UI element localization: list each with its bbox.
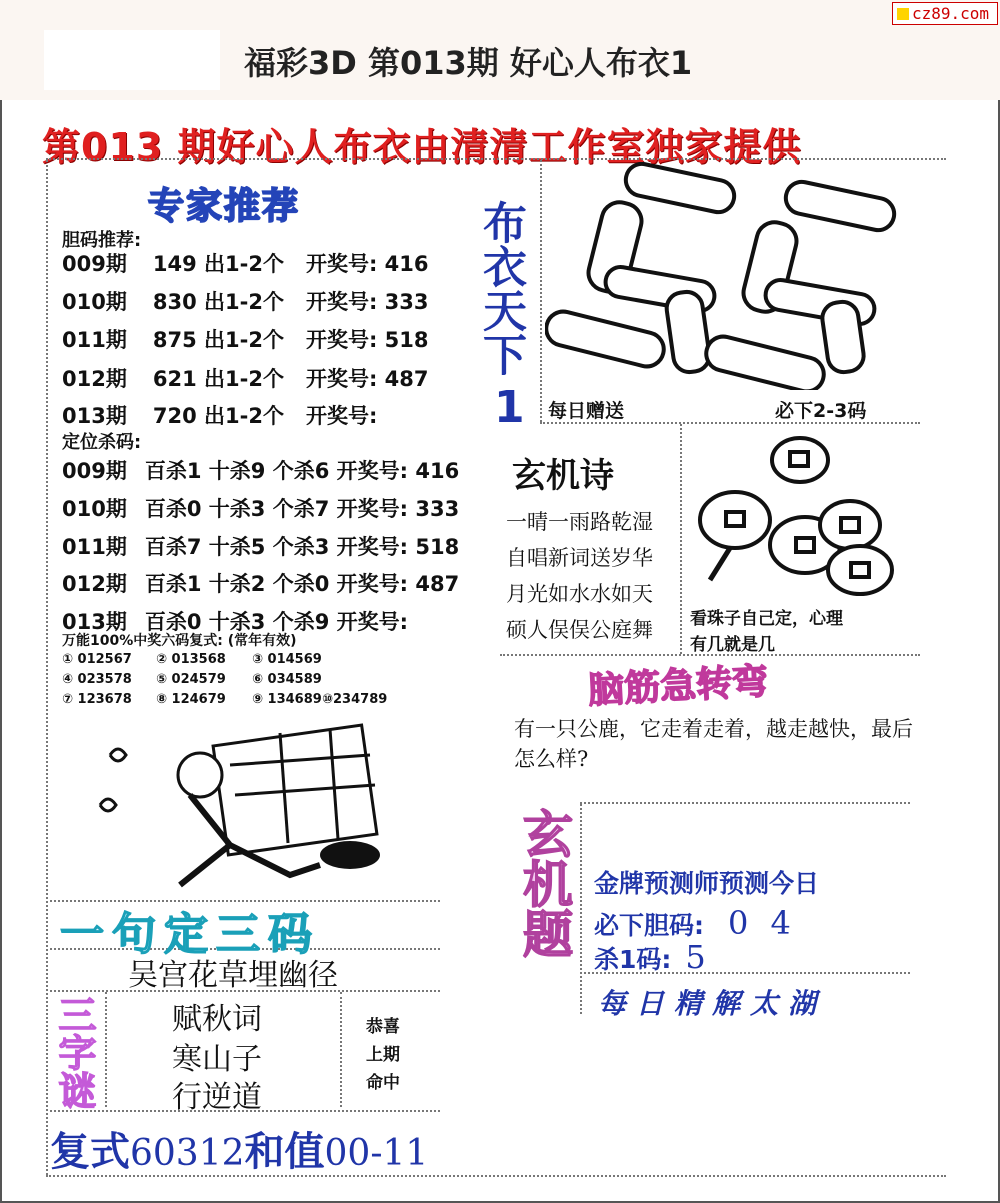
- poem-line: 硕人俣俣公庭舞: [506, 618, 653, 642]
- dan-row: 013期 720 出1-2个 开奖号:: [62, 404, 378, 428]
- dan-row: 011期 875 出1-2个 开奖号: 518: [62, 328, 429, 352]
- header-blank-panel: [44, 30, 220, 90]
- kill-row: 011期 百杀7 十杀5 个杀3 开奖号: 518: [62, 535, 460, 559]
- xuanji-dan: 必下胆码: 0 4: [594, 904, 797, 942]
- congrats-line: 上期: [366, 1045, 400, 1065]
- brain-teaser-question: 有一只公鹿，它走着走着，越走越快，最后怎么样?: [514, 717, 913, 771]
- poem-line: 自唱新词送岁华: [506, 546, 653, 570]
- running-man-illustration: [80, 715, 440, 895]
- badge-square-icon: [897, 8, 909, 20]
- congrats-line: 恭喜: [366, 1017, 400, 1037]
- xuanji-footer: 每日精解太湖: [598, 987, 827, 1020]
- hezhi-label: 和值: [244, 1129, 325, 1175]
- kill-row: 013期 百杀0 十杀3 个杀9 开奖号:: [62, 610, 409, 634]
- buyi-number: 1: [494, 382, 525, 433]
- beads-hint-line1: 看珠子自己定，心理: [690, 609, 843, 629]
- xuanji-vertical-title: 玄机题: [515, 808, 573, 958]
- daily-gift-label: 每日赠送: [548, 400, 625, 422]
- fushi-value: 60312: [130, 1133, 245, 1174]
- site-badge[interactable]: [892, 2, 998, 25]
- expert-title: 专家推荐: [148, 186, 301, 227]
- buyi-vertical-title: 布衣天下: [475, 200, 526, 376]
- congrats-line: 命中: [366, 1073, 400, 1093]
- kill-title: 定位杀码:: [62, 432, 142, 453]
- hezhi-value: 00-11: [324, 1133, 429, 1174]
- divider: [105, 992, 107, 1107]
- banner-title: 第013 期好心人布衣由清清工作室独家提供: [42, 125, 802, 169]
- riddle3-line: 行逆道: [172, 1080, 262, 1115]
- bottom-summary: [50, 1120, 428, 1177]
- fives-illustration: [545, 162, 925, 390]
- divider: [540, 160, 542, 422]
- combo-title: 万能100%中奖六码复式: (常年有效): [62, 633, 297, 649]
- coins-illustration: [690, 430, 910, 600]
- fushi-label: 复式: [50, 1129, 130, 1175]
- combo-item: ⑥ 034589: [252, 672, 322, 687]
- poem-line: 一晴一雨路乾湿: [506, 510, 653, 534]
- riddle3-line: 寒山子: [172, 1042, 262, 1077]
- combo-item: ⑦ 123678: [62, 692, 132, 707]
- kill-row: 010期 百杀0 十杀3 个杀7 开奖号: 333: [62, 497, 460, 521]
- dan-row: 010期 830 出1-2个 开奖号: 333: [62, 290, 429, 314]
- combo-item: ① 012567: [62, 652, 132, 667]
- combo-item: ④ 023578: [62, 672, 132, 687]
- xuanji-kill: 杀1码: 5: [594, 938, 706, 976]
- three-code-sentence: 吴宫花草埋幽径: [128, 958, 338, 993]
- riddle3-line: 赋秋词: [172, 1002, 262, 1037]
- poem-line: 月光如水水如天: [506, 582, 653, 606]
- dan-row: 012期 621 出1-2个 开奖号: 487: [62, 367, 429, 391]
- kill-row: 009期 百杀1 十杀9 个杀6 开奖号: 416: [62, 459, 460, 483]
- combo-item: ⑤ 024579: [156, 672, 226, 687]
- combo-item: ⑩234789: [322, 692, 388, 707]
- divider: [680, 424, 682, 654]
- site-badge-text: cz89.com: [911, 4, 989, 23]
- combo-item: ⑨ 134689: [252, 692, 322, 707]
- page-title: 福彩3D 第013期 好心人布衣1: [244, 44, 693, 82]
- combo-item: ⑧ 124679: [156, 692, 226, 707]
- brain-teaser-title: 脑筋急转弯: [587, 661, 770, 712]
- dan-row: 009期 149 出1-2个 开奖号: 416: [62, 252, 429, 276]
- divider: [340, 992, 342, 1107]
- combo-item: ③ 014569: [252, 652, 322, 667]
- beads-hint-line2: 有几就是几: [690, 635, 775, 655]
- riddle3-vertical-title: 三字谜: [52, 995, 96, 1109]
- combo-item: ② 013568: [156, 652, 226, 667]
- poem-title: 玄机诗: [512, 456, 614, 496]
- divider: [580, 804, 582, 1014]
- divider: [46, 160, 48, 1175]
- three-code-title: 一句定三码: [60, 909, 320, 960]
- xuanji-line1: 金牌预测师预测今日: [594, 869, 820, 898]
- divider: [46, 158, 946, 160]
- divider: [580, 802, 910, 804]
- kill-row: 012期 百杀1 十杀2 个杀0 开奖号: 487: [62, 572, 460, 596]
- daily-gift-note: 必下2-3码: [775, 400, 867, 422]
- dan-title: 胆码推荐:: [62, 230, 142, 251]
